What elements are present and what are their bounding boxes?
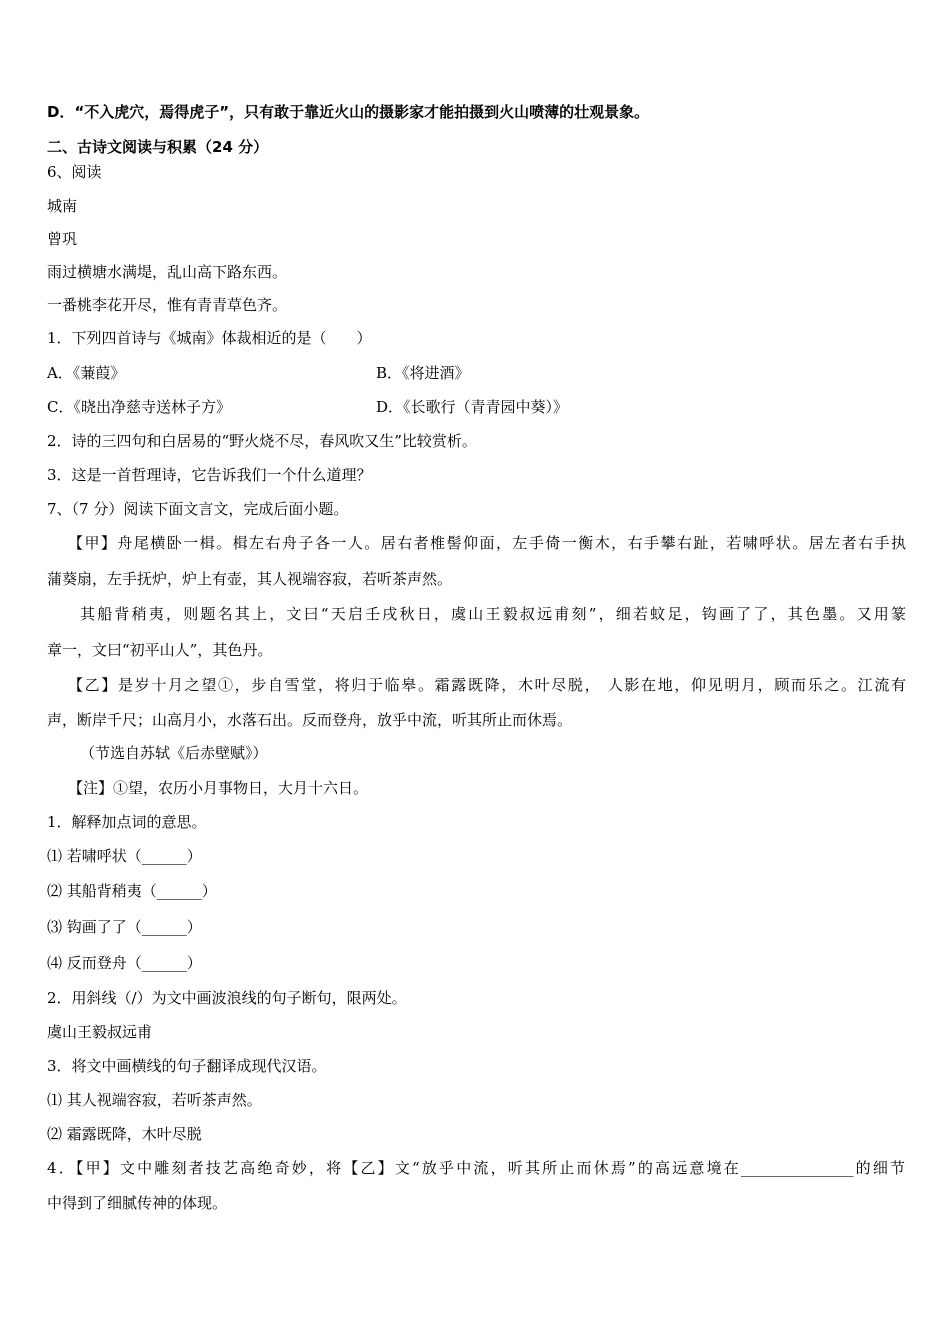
question-6-heading: 6、阅读	[47, 163, 102, 181]
poem-title: 城南	[47, 197, 78, 215]
question-7-1-item: ⑶ 钩画了了（______）	[47, 918, 202, 936]
passage-yi-line: 【乙】是岁十月之望①，步自雪堂，将归于临皋。霜露既降，木叶尽脱， 人影在地，仰见明月，顾而乐之。江流有	[68, 676, 906, 694]
passage-note: 【注】①望，农历小月事物日，大月十六日。	[68, 779, 369, 797]
poem-author: 曾巩	[47, 230, 78, 248]
option-b: B．《将进酒》	[376, 364, 470, 382]
section-heading: 二、古诗文阅读与积累（24 分）	[47, 138, 269, 156]
passage-jia-line: 蒲葵扇，左手抚炉，炉上有壶，其人视端容寂，若听茶声然。	[47, 570, 453, 588]
passage-source: （节选自苏轼《后赤壁赋》）	[80, 744, 268, 762]
option-a: A．《蒹葭》	[47, 364, 126, 382]
question-7-3-item: ⑴ 其人视端容寂，若听茶声然。	[47, 1091, 262, 1109]
option-d: D．《长歌行（青青园中葵）》	[376, 398, 569, 416]
option-c: C．《晓出净慈寺送林子方》	[47, 398, 231, 416]
passage-jia-line: 其船背稍夷，则题名其上，文曰“天启壬戌秋日，虞山王毅叔远甫刻”，细若蚊足，钩画了了，其色墨。又用篆	[80, 605, 906, 623]
question-7-1-item: ⑷ 反而登舟（______）	[47, 954, 202, 972]
question-7-1: 1．解释加点词的意思。	[47, 813, 207, 831]
question-7-2: 2．用斜线（/）为文中画波浪线的句子断句，限两处。	[47, 989, 407, 1007]
question-7-3-item: ⑵ 霜露既降，木叶尽脱	[47, 1125, 202, 1143]
poem-line: 一番桃李花开尽，惟有青青草色齐。	[47, 296, 288, 314]
question-6-2: 2．诗的三四句和白居易的“野火烧不尽，春风吹又生”比较赏析。	[47, 432, 477, 450]
question-6-3: 3．这是一首哲理诗，它告诉我们一个什么道理？	[47, 466, 372, 484]
question-7-3: 3．将文中画横线的句子翻译成现代汉语。	[47, 1057, 327, 1075]
passage-yi-line: 声，断岸千尺；山高月小，水落石出。反而登舟，放乎中流，听其所止而休焉。	[47, 711, 573, 729]
question-7-1-item: ⑴ 若啸呼状（______）	[47, 847, 202, 865]
poem-line: 雨过横塘水满堤，乱山高下路东西。	[47, 263, 288, 281]
option-d-statement: D．“不入虎穴，焉得虎子”，只有敢于靠近火山的摄影家才能拍摄到火山喷薄的壮观景象。	[47, 103, 650, 121]
question-7-heading: 7、（7 分）阅读下面文言文，完成后面小题。	[47, 500, 349, 518]
question-7-4-cont: 中得到了细腻传神的体现。	[47, 1194, 228, 1212]
question-6-1: 1．下列四首诗与《城南》体裁相近的是（ ）	[47, 329, 372, 347]
question-7-1-item: ⑵ 其船背稍夷（______）	[47, 882, 217, 900]
passage-jia-line: 章一，文曰“初平山人”，其色丹。	[47, 641, 273, 659]
question-7-4: 4．【甲】文中雕刻者技艺高绝奇妙，将【乙】文“放乎中流，听其所止而休焉”的高远意境在_______________的细节	[47, 1159, 905, 1177]
passage-jia-line: 【甲】舟尾横卧一楫。楫左右舟子各一人。居右者椎髻仰面，左手倚一衡木，右手攀右趾，若啸呼状。居左者右手执	[68, 534, 906, 552]
question-7-2-text: 虞山王毅叔远甫	[47, 1023, 153, 1041]
